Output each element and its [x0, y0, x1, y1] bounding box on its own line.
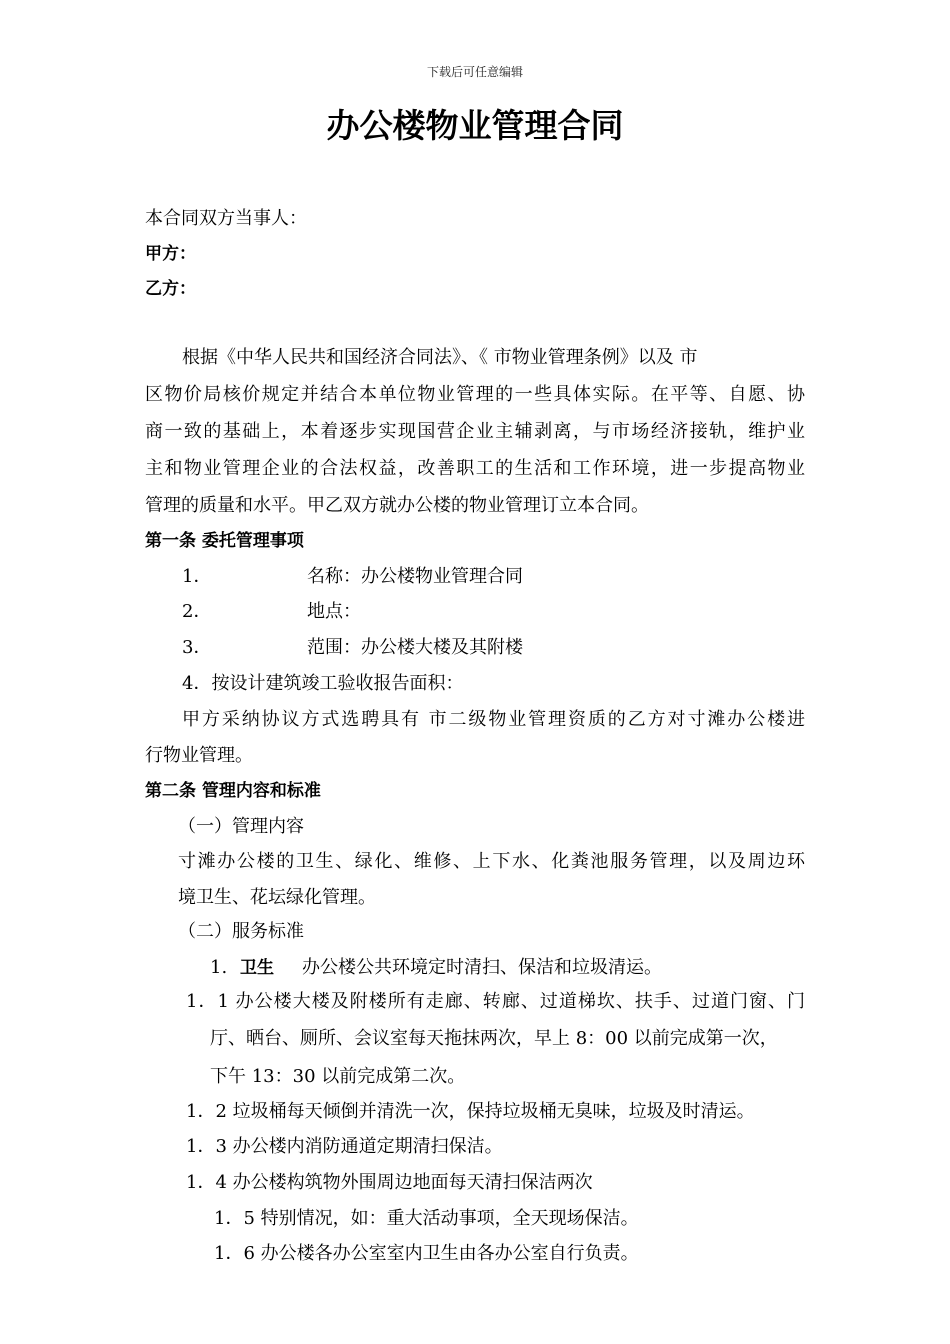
preamble-line: 商一致的基础上，本着逐步实现国营企业主辅剥离，与市场经济接轨，维护业	[145, 421, 805, 442]
article1-item-num: 3．	[182, 637, 212, 658]
preamble-line: 主和物业管理企业的合法权益，改善职工的生活和工作环境，进一步提高物业	[145, 458, 805, 479]
hygiene-number: 1.	[210, 957, 228, 978]
item-1-1-line: 厅、晒台、厕所、会议室每天拖抹两次，早上 8：00 以前完成第一次，	[210, 1028, 778, 1049]
preamble-line: 区物价局核价规定并结合本单位物业管理的一些具体实际。在平等、自愿、协	[145, 384, 805, 405]
standard-heading: （二）服务标准	[178, 921, 304, 942]
parties-intro: 本合同双方当事人：	[145, 208, 307, 229]
content-line: 境卫生、花坛绿化管理。	[178, 887, 376, 908]
item-1-4: 1．4 办公楼构筑物外围周边地面每天清扫保洁两次	[186, 1172, 593, 1193]
article1-item-text: 范围：办公楼大楼及其附楼	[307, 637, 523, 658]
content-line: 寸滩办公楼的卫生、绿化、维修、上下水、化粪池服务管理，以及周边环	[178, 851, 805, 872]
hygiene-label: 卫生	[240, 958, 274, 978]
item-1-6: 1．6 办公楼各办公室室内卫生由各办公室自行负责。	[214, 1243, 639, 1264]
party-b-label: 乙方：	[145, 279, 196, 299]
article2-heading: 第二条 管理内容和标准	[145, 781, 321, 801]
selection-line: 行物业管理。	[145, 745, 253, 766]
preamble-line: 管理的质量和水平。甲乙双方就办公楼的物业管理订立本合同。	[145, 495, 649, 516]
article1-item-text: 地点：	[307, 601, 361, 622]
article1-item4: 4．按设计建筑竣工验收报告面积：	[182, 673, 464, 694]
item-1-1-line: 1．1 办公楼大楼及附楼所有走廊、转廊、过道梯坎、扶手、过道门窗、门	[186, 991, 805, 1012]
preamble-line: 根据《中华人民共和国经济合同法》、《 市物业管理条例》以及 市	[182, 347, 698, 368]
header-note: 下载后可任意编辑	[426, 65, 523, 79]
item-1-1-line: 下午 13：30 以前完成第二次。	[210, 1066, 466, 1087]
selection-line: 甲方采纳协议方式选聘具有 市二级物业管理资质的乙方对寸滩办公楼进	[182, 709, 805, 730]
article1-item-text: 名称：办公楼物业管理合同	[307, 566, 523, 587]
item-1-2: 1．2 垃圾桶每天倾倒并清洗一次，保持垃圾桶无臭味，垃圾及时清运。	[186, 1101, 755, 1122]
article1-heading: 第一条 委托管理事项	[145, 531, 304, 551]
party-a-label: 甲方：	[145, 244, 196, 264]
article1-item-num: 2．	[182, 601, 212, 622]
hygiene-text: 办公楼公共环境定时清扫、保洁和垃圾清运。	[302, 957, 662, 978]
article1-item-num: 1．	[182, 566, 212, 587]
contract-title: 办公楼物业管理合同	[326, 106, 624, 145]
item-1-3: 1．3 办公楼内消防通道定期清扫保洁。	[186, 1136, 503, 1157]
content-heading: （一）管理内容	[178, 816, 304, 837]
item-1-5: 1．5 特别情况，如：重大活动事项，全天现场保洁。	[214, 1208, 639, 1229]
